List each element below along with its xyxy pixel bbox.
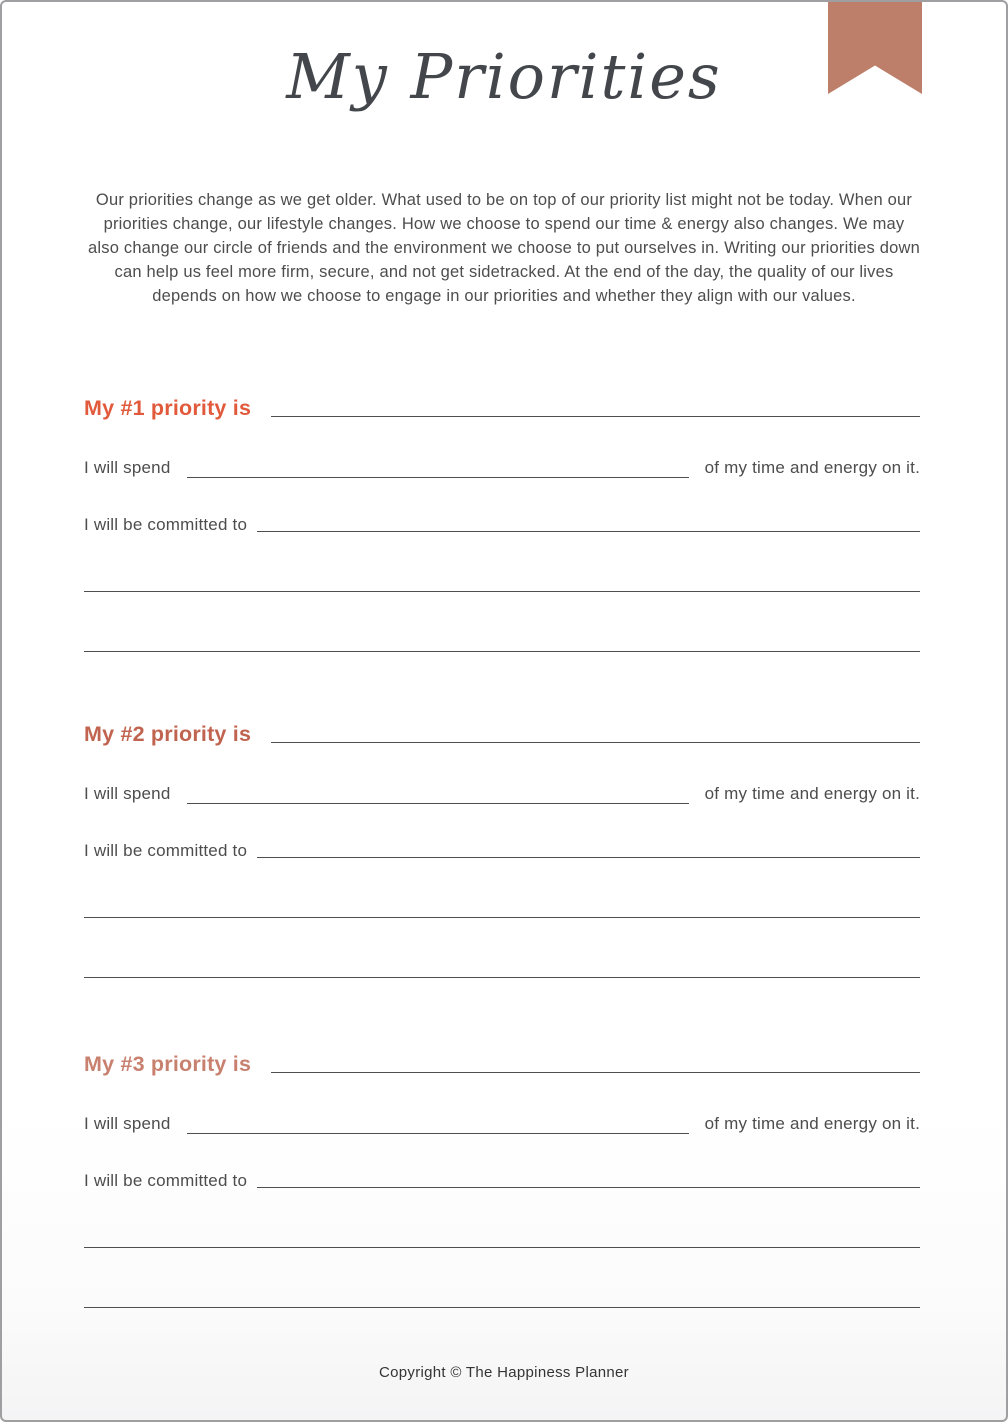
spend-suffix: of my time and energy on it. — [704, 457, 920, 477]
priority-3-extra-line-1[interactable] — [84, 1247, 920, 1248]
priority-1-heading: My #1 priority is — [84, 396, 252, 420]
priority-2-committed-row — [84, 841, 920, 861]
priority-3-answer-line[interactable] — [271, 1072, 920, 1073]
priority-section-2 — [84, 722, 920, 978]
priority-1-extra-line-1[interactable] — [84, 591, 920, 592]
spend-suffix: of my time and energy on it. — [704, 1113, 920, 1133]
priority-2-heading: My #2 priority is — [84, 722, 252, 746]
spend-suffix: of my time and energy on it. — [704, 783, 920, 803]
priority-1-spend-row — [84, 458, 920, 478]
committed-label: I will be committed to — [84, 1171, 248, 1191]
priority-1-committed-row — [84, 515, 920, 535]
spend-label: I will spend — [84, 783, 171, 803]
page-title: My Priorities — [286, 40, 722, 113]
committed-label: I will be committed to — [84, 841, 248, 861]
priority-2-spend-line[interactable] — [187, 803, 689, 804]
priority-1-spend-line[interactable] — [187, 477, 689, 478]
priority-3-committed-row — [84, 1171, 920, 1191]
spend-label: I will spend — [84, 1113, 171, 1133]
priority-section-1 — [84, 396, 920, 652]
priority-2-committed-line[interactable] — [257, 857, 920, 858]
priority-3-spend-line[interactable] — [187, 1133, 689, 1134]
priority-1-extra-line-2[interactable] — [84, 651, 920, 652]
priority-3-committed-line[interactable] — [257, 1187, 920, 1188]
spend-label: I will spend — [84, 457, 171, 477]
committed-label: I will be committed to — [84, 515, 248, 535]
priority-2-answer-line[interactable] — [271, 742, 920, 743]
priority-2-extra-line-2[interactable] — [84, 977, 920, 978]
intro-paragraph: Our priorities change as we get older. What used to be on top of our priority list might not be today. When our priorities change, our lifestyle changes. How we choose to spend our time & energy also changes. We may also change our circle of friends and the environment we choose to put ourselves in. Writing our priorities down can help us feel more firm, secure, and not get sidetracked. At the end of the day, the quality of our lives depends on how we choose to engage in our priorities and whether they align with our values. — [88, 191, 920, 305]
priority-1-answer-line[interactable] — [271, 416, 920, 417]
priority-2-extra-line-1[interactable] — [84, 917, 920, 918]
priority-3-heading: My #3 priority is — [84, 1052, 252, 1076]
priority-3-heading-row — [84, 1052, 920, 1077]
priority-3-extra-line-2[interactable] — [84, 1307, 920, 1308]
footer-copyright: Copyright © The Happiness Planner — [379, 1364, 629, 1381]
priority-1-heading-row — [84, 396, 920, 421]
priority-section-3 — [84, 1052, 920, 1308]
priority-2-spend-row — [84, 784, 920, 804]
priority-1-committed-line[interactable] — [257, 531, 920, 532]
priority-3-spend-row — [84, 1114, 920, 1134]
priority-2-heading-row — [84, 722, 920, 747]
